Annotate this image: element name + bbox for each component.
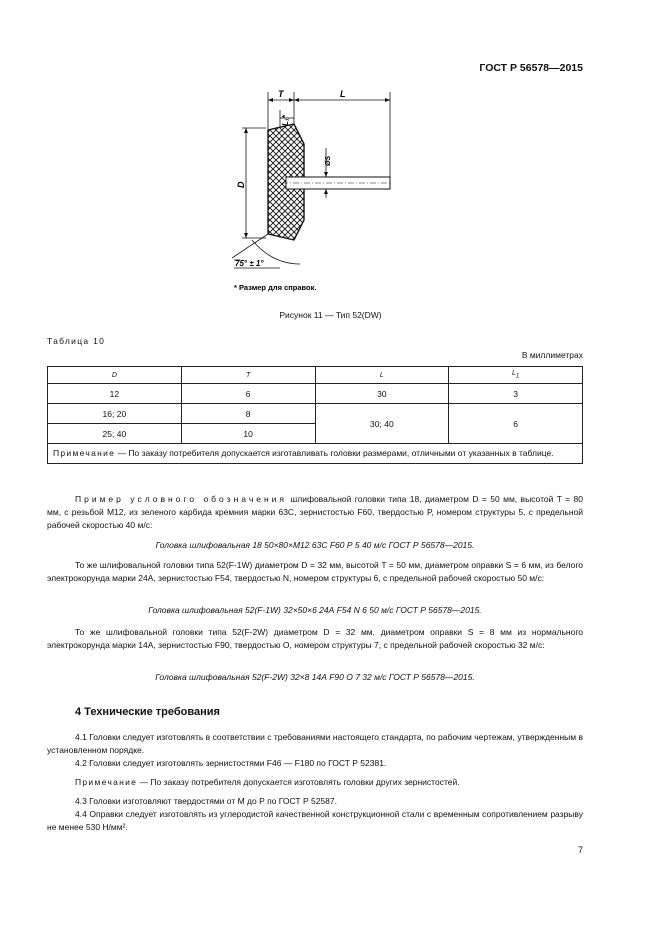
table-cell: 3 xyxy=(449,384,583,404)
paragraph-4-3: 4.3 Головки изготовляют твердостями от М до Р по ГОСТ Р 52587. xyxy=(75,796,337,806)
standard-designation: ГОСТ Р 56578—2015 xyxy=(479,62,583,74)
table-header-row xyxy=(48,367,583,384)
header-t: T xyxy=(181,367,315,384)
label-d: D xyxy=(236,181,246,188)
table-title: Таблица 10 xyxy=(47,336,106,346)
designation-1: Головка шлифовальная 18 50×80×М12 63С F60 Р 5 40 м/с ГОСТ Р 56578—2015. xyxy=(155,540,475,550)
example-text: шлифовальной головки типа 18, диаметром D = 50 мм, высотой T = 80 мм, с резьбой М12, из зеленого карбида кремния марки 63С, зернистостью F60, твердостью Р, номером структуры 5, с предельной рабочей скоростью 40 м/с: xyxy=(47,494,584,530)
section-heading: 4 Технические требования xyxy=(75,706,220,718)
header-l: L xyxy=(315,367,449,384)
table-cell: 12 xyxy=(48,384,182,404)
dimensions-table xyxy=(47,366,583,464)
paragraph-4-1: 4.1 Головки следует изготовлять в соответствии с требованиями настоящего стандарта, по рабочим чертежам, утвержденным в установленном порядке. xyxy=(47,732,583,755)
page-number: 7 xyxy=(577,845,583,855)
note-text: — По заказу потребителя допускается изготовлять головки других зернистостей. xyxy=(137,777,460,787)
table-cell: 8 xyxy=(181,404,315,424)
note-label: Примечание xyxy=(53,448,116,458)
example-paragraph-1 xyxy=(47,493,583,532)
table-cell: 6 xyxy=(181,384,315,404)
technical-drawing xyxy=(222,88,402,298)
figure-footnote: * Размер для справок. xyxy=(234,283,317,292)
figure-caption: Рисунок 11 — Тип 52(DW) xyxy=(279,310,382,320)
example-paragraph-2: То же шлифовальной головки типа 52(F-1W) диаметром D = 32 мм, высотой T = 50 мм, диаметром оправки S = 6 мм, из белого электрокорунда марки 24А, зернистостью F54, твердостью N, номером структуры 6, с предельной рабочей скоростью 50 м/с: xyxy=(47,560,583,583)
table-cell: 30 xyxy=(315,384,449,404)
header-d: D xyxy=(48,367,182,384)
table-cell: 16; 20 xyxy=(48,404,182,424)
header-l1: $L_1$ xyxy=(449,367,583,384)
label-t: T xyxy=(278,89,284,99)
designation-3: Головка шлифовальная 52(F-2W) 32×8 14А F90 О 7 32 м/с ГОСТ Р 56578—2015. xyxy=(155,672,475,682)
label-l: L xyxy=(340,89,346,99)
table-note xyxy=(48,444,583,464)
label-l1: L₁* xyxy=(281,115,290,126)
paragraph-4-4: 4.4 Оправки следует изготовлять из углеродистой качественной конструкционной стали с временным сопротивлением разрыву не менее 530 Н/мм². xyxy=(47,809,583,832)
paragraph-4-2: 4.2 Головки следует изготовлять зернистостями F46 — F180 по ГОСТ Р 52381. xyxy=(75,758,387,768)
table-row xyxy=(48,384,583,404)
table-cell: 25; 40 xyxy=(48,424,182,444)
table-note-row xyxy=(48,444,583,464)
table-row xyxy=(48,404,583,424)
label-angle: 75° ± 1° xyxy=(235,259,264,268)
table-cell: 10 xyxy=(181,424,315,444)
note-label: Примечание xyxy=(75,777,138,787)
table-cell: 30; 40 xyxy=(315,404,449,444)
example-paragraph-3: То же шлифовальной головки типа 52(F-2W) диаметром D = 32 мм, диаметром оправки S = 8 мм из нормального электрокорунда марки 14А, зернистостью F90, твердостью О, номером структуры 7, с предельной рабочей скоростью 32 м/с: xyxy=(47,627,583,650)
wheel-drawing-svg xyxy=(222,88,402,298)
note-text: — По заказу потребителя допускается изготавливать головки размерами, отличными от указанных в таблице. xyxy=(115,448,554,458)
section-note xyxy=(47,776,583,789)
example-lead: Пример условного обозначения xyxy=(75,494,288,504)
label-s: ØS xyxy=(325,155,332,166)
table-units: В миллиметрах xyxy=(521,350,583,360)
designation-2: Головка шлифовальная 52(F-1W) 32×50×6 24А F54 N 6 50 м/с ГОСТ Р 56578—2015. xyxy=(148,605,482,615)
table-cell: 6 xyxy=(449,404,583,444)
